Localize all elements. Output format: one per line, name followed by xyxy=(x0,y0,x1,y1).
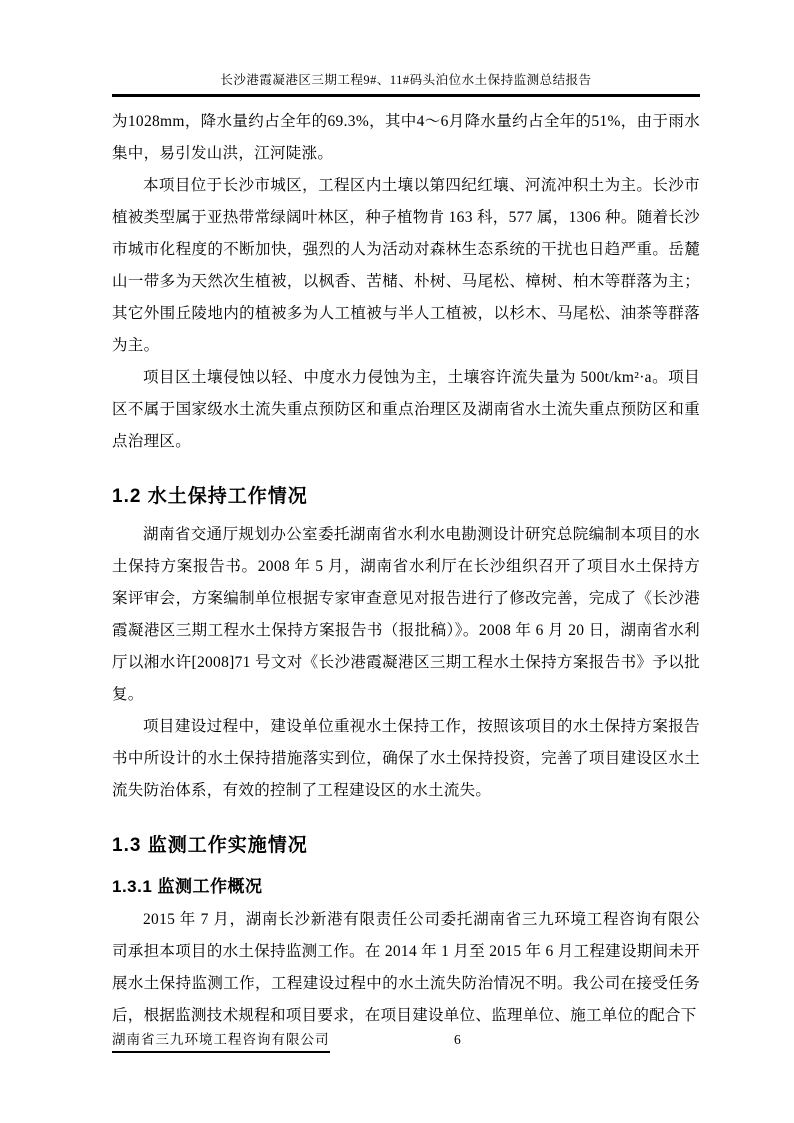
section-heading-1-2: 1.2 水土保持工作情况 xyxy=(112,486,308,507)
paragraph-soil-erosion: 项目区土壤侵蚀以轻、中度水力侵蚀为主，土壤容许流失量为 500t/km²·a。项目区不属于国家级水土流失重点预防区和重点治理区及湖南省水土流失重点预防区和重点治理区。 xyxy=(112,369,700,450)
paragraph-construction: 项目建设过程中，建设单位重视水土保持工作，按照该项目的水土保持方案报告书中所设计的水土保持措施落实到位，确保了水土保持投资，完善了项目建设区水土流失防治体系，有效的控制了工程建设区的水土流失。 xyxy=(112,718,700,799)
page-footer xyxy=(112,1030,700,1053)
paragraph-plan-history: 湖南省交通厅规划办公室委托湖南省水利水电勘测设计研究总院编制本项目的水土保持方案报告书。2008 年 5 月，湖南省水利厅在长沙组织召开了项目水土保持方案评审会，方案编制单位根据专家审查意见对报告进行了修改完善，完成了《长沙港霞凝港区三期工程水土保持方案报告书（报批稿）》。2008 年 6 月 20 日，湖南省水利厅以湘水许[2008]71 号文对《长沙港霞凝港区三期工程水土保持方案报告书》予以批复。 xyxy=(112,526,700,703)
page-header xyxy=(112,70,700,97)
paragraph-monitoring: 2015 年 7 月，湖南长沙新港有限责任公司委托湖南省三九环境工程咨询有限公司承担本项目的水土保持监测工作。在 2014 年 1 月至 2015 年 6 月工程建设期间未开展水土保持监测工作，工程建设过程中的水土流失防治情况不明。我公司在接受任务后，根据监测技术规程和项目要求，在项目建设单位、监理单位、施工单位的配合下 xyxy=(112,911,700,1024)
header-rule xyxy=(112,94,700,97)
footer-company-name: 湖南省三九环境工程咨询有限公司 xyxy=(112,1030,330,1053)
page-header-title: 长沙港霞凝港区三期工程9#、11#码头泊位水土保持监测总结报告 xyxy=(220,73,592,87)
paragraph-climate-continuation: 为1028mm，降水量约占全年的69.3%，其中4～6月降水量约占全年的51%，由于雨水集中，易引发山洪，江河陡涨。 xyxy=(112,113,700,162)
document-body xyxy=(112,106,700,1032)
subsection-heading-1-3-1: 1.3.1 监测工作概况 xyxy=(112,877,263,896)
paragraph-vegetation: 本项目位于长沙市城区，工程区内土壤以第四纪红壤、河流冲积土为主。长沙市植被类型属于亚热带常绿阔叶林区，种子植物肯 163 科，577 属，1306 种。随着长沙市城市化程度的不断加快，强烈的人为活动对森林生态系统的干扰也日趋严重。岳麓山一带多为天然次生植被，以枫香、苦槠、朴树、马尾松、樟树、柏木等群落为主；其它外围丘陵地内的植被多为人工植被与半人工植被，以杉木、马尾松、油茶等群落为主。 xyxy=(112,177,700,354)
section-heading-1-3: 1.3 监测工作实施情况 xyxy=(112,835,308,856)
footer-page-number: 6 xyxy=(454,1032,461,1047)
